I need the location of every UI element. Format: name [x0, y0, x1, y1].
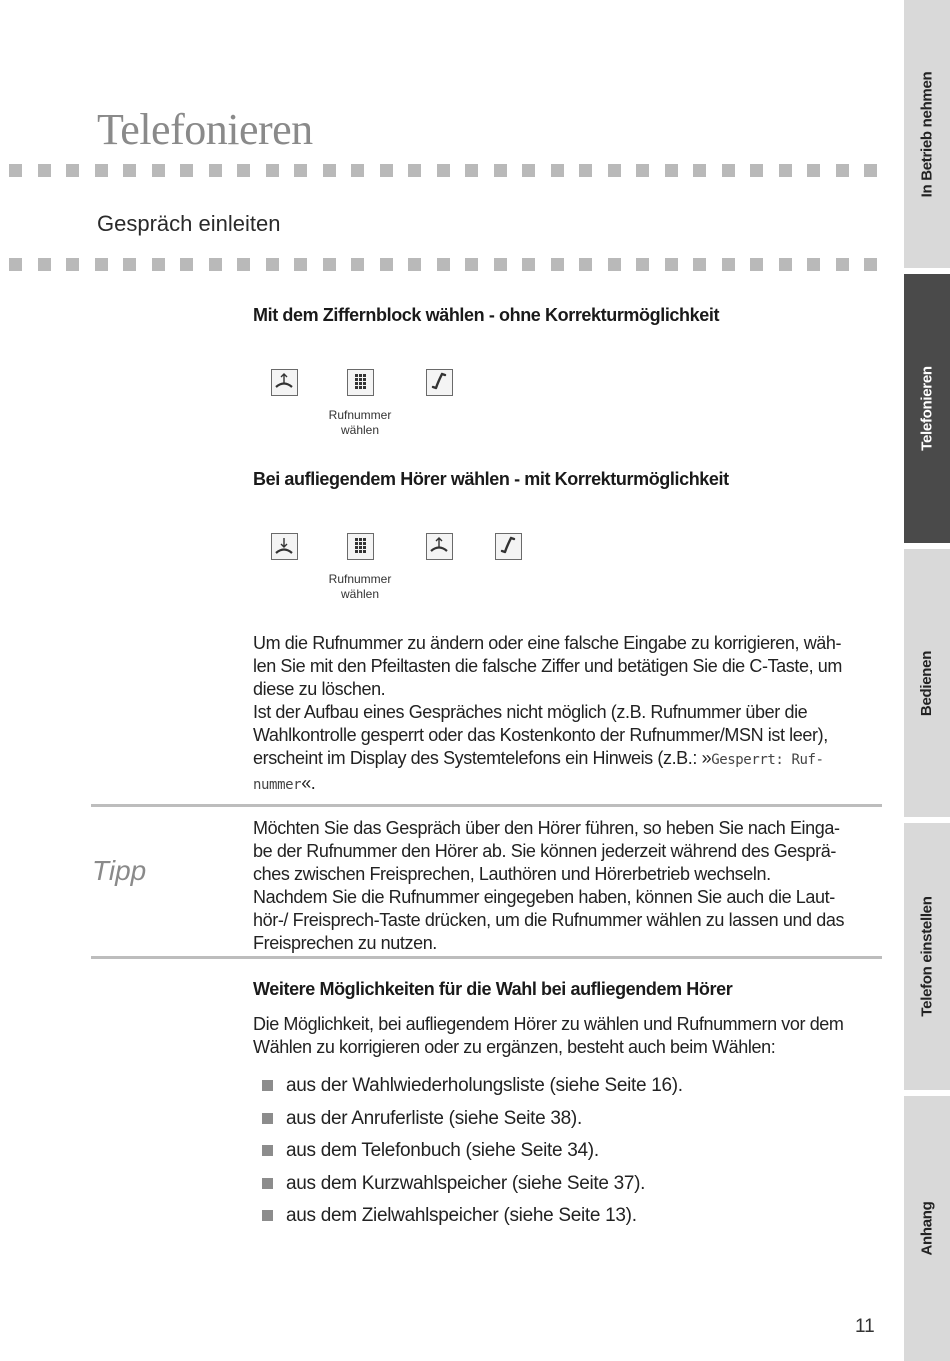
- decorative-square: [123, 258, 136, 271]
- decorative-square: [522, 258, 535, 271]
- tip-divider-bottom: [91, 956, 882, 959]
- decorative-square: [380, 258, 393, 271]
- keypad-dial-caption: [310, 408, 410, 438]
- decorative-square: [779, 164, 792, 177]
- display-message: nummer: [253, 777, 302, 793]
- keypad-icon: [347, 369, 374, 396]
- text-fragment: erscheint im Display des Systemtelefons ein Hinweis (z.B.: »: [253, 748, 712, 768]
- decorative-square: [665, 258, 678, 271]
- decorative-square: [437, 258, 450, 271]
- display-message: Gesperrt: Ruf-: [711, 752, 824, 768]
- decorative-square: [836, 258, 849, 271]
- text-fragment: «.: [301, 773, 316, 793]
- text-line: Freisprechen zu nutzen.: [253, 933, 437, 953]
- decorative-square: [465, 164, 478, 177]
- text-line: Um die Rufnummer zu ändern oder eine falsche Eingabe zu korrigieren, wäh-: [253, 633, 842, 653]
- text-line: Möchten Sie das Gespräch über den Hörer führen, so heben Sie nach Einga-: [253, 818, 840, 838]
- tab-telefonieren[interactable]: [904, 274, 950, 543]
- page-title: Telefonieren: [97, 105, 313, 154]
- decorative-square: [665, 164, 678, 177]
- decorative-square: [522, 164, 535, 177]
- text-line: be der Rufnummer den Hörer ab. Sie können jederzeit während des Gesprä-: [253, 841, 836, 861]
- list-item: [262, 1204, 683, 1237]
- correction-paragraph: [253, 632, 876, 797]
- decorative-square: [750, 258, 763, 271]
- decorative-square: [351, 164, 364, 177]
- decorative-square: [180, 258, 193, 271]
- tab-in-betrieb-nehmen[interactable]: [904, 0, 950, 268]
- decorative-square: [636, 164, 649, 177]
- decorative-square: [722, 258, 735, 271]
- decorative-square: [323, 164, 336, 177]
- tab-label: Bedienen: [918, 650, 936, 716]
- handset-talk-icon: [495, 533, 522, 560]
- list-item: [262, 1074, 683, 1107]
- caption-line: wählen: [340, 423, 380, 437]
- decorative-square: [465, 258, 478, 271]
- decorative-square: [494, 164, 507, 177]
- onhook-dial-heading: Bei aufliegendem Hörer wählen - mit Korrekturmöglichkeit: [253, 469, 729, 489]
- tab-label: Anhang: [918, 1201, 936, 1256]
- decorative-square: [836, 164, 849, 177]
- list-item: [262, 1107, 683, 1140]
- decorative-square: [294, 258, 307, 271]
- decorative-square: [95, 164, 108, 177]
- decorative-square: [351, 258, 364, 271]
- keypad-icon: [347, 533, 374, 560]
- decorative-square: [266, 164, 279, 177]
- list-item-text: aus dem Telefonbuch (siehe Seite 34).: [286, 1140, 599, 1161]
- decorative-square: [66, 258, 79, 271]
- decorative-square: [38, 164, 51, 177]
- tab-label: Telefonieren: [918, 366, 936, 451]
- text-line: hör-/ Freisprech-Taste drücken, um die Rufnummer wählen zu lassen und das: [253, 910, 845, 930]
- handset-lift-icon: [426, 533, 453, 560]
- list-item-text: aus der Anruferliste (siehe Seite 38).: [286, 1107, 582, 1129]
- caption-line: Rufnummer: [328, 408, 392, 422]
- decorative-square: [9, 164, 22, 177]
- page-number: 11: [855, 1316, 875, 1337]
- bullet-square-icon: [262, 1113, 273, 1124]
- decorative-square: [779, 258, 792, 271]
- decorative-square: [722, 164, 735, 177]
- more-options-heading: Weitere Möglichkeiten für die Wahl bei aufliegendem Hörer: [253, 979, 733, 999]
- decorative-square: [864, 164, 877, 177]
- text-line: ches zwischen Freisprechen, Lauthören und Hörerbetrieb wechseln.: [253, 864, 771, 884]
- decorative-square: [152, 258, 165, 271]
- dial-source-list: [262, 1074, 683, 1237]
- decorative-square: [66, 164, 79, 177]
- text-line: diese zu löschen.: [253, 679, 386, 699]
- decorative-square: [579, 258, 592, 271]
- tab-telefon-einstellen[interactable]: [904, 823, 950, 1090]
- decorative-square-row-bottom: [9, 258, 869, 272]
- decorative-square: [437, 164, 450, 177]
- list-item: [262, 1139, 683, 1172]
- decorative-square: [9, 258, 22, 271]
- decorative-square: [266, 258, 279, 271]
- decorative-square: [95, 258, 108, 271]
- list-item: [262, 1172, 683, 1205]
- tab-bedienen[interactable]: [904, 549, 950, 817]
- chapter-tab-bar: [904, 0, 950, 1361]
- tab-label: Telefon einstellen: [918, 896, 936, 1017]
- decorative-square: [750, 164, 763, 177]
- text-line: Wählen zu korrigieren oder zu ergänzen, besteht auch beim Wählen:: [253, 1037, 776, 1057]
- bullet-square-icon: [262, 1178, 273, 1189]
- decorative-square: [237, 164, 250, 177]
- text-line: len Sie mit den Pfeiltasten die falsche Ziffer und betätigen Sie die C-Taste, um: [253, 656, 843, 676]
- decorative-square: [864, 258, 877, 271]
- list-item-text: aus der Wahlwiederholungsliste (siehe Seite 16).: [286, 1075, 683, 1096]
- tip-label: Tipp: [92, 855, 147, 886]
- decorative-square-row-top: [9, 164, 869, 178]
- caption-line: Rufnummer: [328, 572, 392, 586]
- decorative-square: [408, 258, 421, 271]
- decorative-square: [408, 164, 421, 177]
- tab-label: In Betrieb nehmen: [918, 71, 936, 197]
- decorative-square: [807, 258, 820, 271]
- decorative-square: [237, 258, 250, 271]
- decorative-square: [323, 258, 336, 271]
- decorative-square: [209, 258, 222, 271]
- list-item-text: aus dem Kurzwahlspeicher (siehe Seite 37).: [286, 1172, 646, 1194]
- decorative-square: [579, 164, 592, 177]
- list-item-text: aus dem Zielwahlspeicher (siehe Seite 13).: [286, 1205, 637, 1226]
- tip-divider-top: [91, 804, 882, 807]
- bullet-square-icon: [262, 1080, 273, 1091]
- decorative-square: [636, 258, 649, 271]
- text-line: Ist der Aufbau eines Gespräches nicht möglich (z.B. Rufnummer über die: [253, 702, 808, 722]
- decorative-square: [294, 164, 307, 177]
- decorative-square: [693, 164, 706, 177]
- handset-lift-icon: [271, 369, 298, 396]
- text-line: Nachdem Sie die Rufnummer eingegeben haben, können Sie auch die Laut-: [253, 887, 835, 907]
- section-title: Gespräch einleiten: [97, 211, 281, 236]
- decorative-square: [152, 164, 165, 177]
- decorative-square: [608, 258, 621, 271]
- decorative-square: [380, 164, 393, 177]
- keypad-dial-heading: Mit dem Ziffernblock wählen - ohne Korrekturmöglichkeit: [253, 305, 720, 325]
- decorative-square: [551, 164, 564, 177]
- text-line: [253, 747, 876, 772]
- text-line: [253, 772, 876, 797]
- handset-down-icon: [271, 533, 298, 560]
- decorative-square: [494, 258, 507, 271]
- tip-paragraph: [253, 817, 876, 955]
- text-line: Die Möglichkeit, bei aufliegendem Hörer zu wählen und Rufnummern vor dem: [253, 1014, 844, 1034]
- decorative-square: [693, 258, 706, 271]
- decorative-square: [180, 164, 193, 177]
- caption-line: wählen: [340, 587, 380, 601]
- bullet-square-icon: [262, 1145, 273, 1156]
- bullet-square-icon: [262, 1210, 273, 1221]
- decorative-square: [807, 164, 820, 177]
- decorative-square: [38, 258, 51, 271]
- onhook-dial-caption: [310, 572, 410, 602]
- text-line: Wahlkontrolle gesperrt oder das Kostenkonto der Rufnummer/MSN ist leer),: [253, 725, 828, 745]
- decorative-square: [123, 164, 136, 177]
- handset-talk-icon: [426, 369, 453, 396]
- decorative-square: [209, 164, 222, 177]
- tab-anhang[interactable]: [904, 1096, 950, 1361]
- decorative-square: [608, 164, 621, 177]
- more-options-intro: [253, 1013, 876, 1059]
- decorative-square: [551, 258, 564, 271]
